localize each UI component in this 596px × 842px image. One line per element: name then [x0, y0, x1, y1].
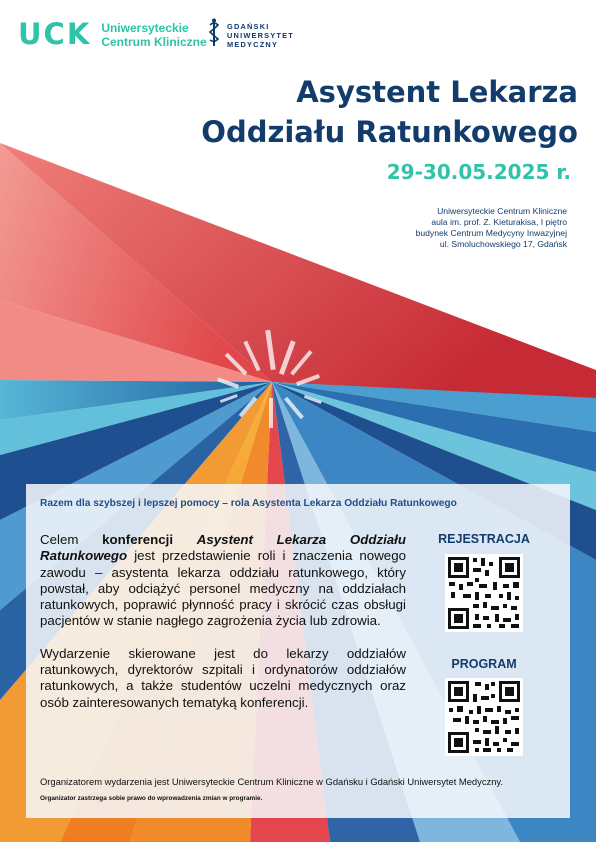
uck-name-line1: Uniwersyteckie [101, 20, 189, 35]
p1-conference-name: Asystent Lekarza Oddziału Ratunkowego [40, 532, 406, 564]
title-line1: Asystent Lekarza [296, 75, 578, 109]
organizer-note: Organizatorem wydarzenia jest Uniwersyteckie Centrum Kliniczne w Gdańsku i Gdański Uniwersytet Medyczny. [40, 776, 504, 787]
description [40, 532, 406, 727]
gumed-logo [207, 18, 294, 49]
p1-bold: konferencji [102, 532, 174, 547]
gumed-line1: GDAŃSKI [227, 22, 270, 31]
description-paragraph-1 [40, 532, 406, 630]
disclaimer: Organizator zastrzega sobie prawo do wprowadzenia zmian w programie. [40, 795, 263, 802]
title-line2: Oddziału Ratunkowego [201, 115, 578, 149]
uck-mark: UCK [18, 17, 92, 51]
venue-line3: budynek Centrum Medycyny Inwazyjnej [415, 228, 567, 238]
registration-label: REJESTRACJA [438, 532, 530, 546]
gumed-line3: MEDYCZNY [227, 40, 279, 49]
venue-line4: ul. Smoluchowskiego 17, Gdańsk [439, 239, 567, 249]
venue-line2: aula im. prof. Z. Kieturakisa, I piętro [431, 217, 567, 227]
program-label: PROGRAM [451, 657, 517, 671]
panel-heading: Razem dla szybszej i lepszej pomocy – rola Asystenta Lekarza Oddziału Ratunkowego [40, 498, 457, 509]
uck-name-line2: Centrum Kliniczne [101, 34, 207, 49]
p1-rest: jest przedstawienie roli i znaczenia nowego zawodu – asystenta lekarza oddziału ratunkowego, który powstał, aby odciążyć personel medyczny na oddziałach ratunkowych, poprawić płynność pracy i skrócić czas obsługi pacjentów w stanie nagłego zagrożenia życia lub zdrowia. [40, 548, 406, 629]
page-title [201, 72, 578, 152]
venue-line1: Uniwersyteckie Centrum Kliniczne [437, 206, 567, 216]
p1-intro: Celem [40, 532, 103, 547]
venue-address [416, 206, 567, 250]
info-panel [26, 484, 570, 818]
program-qr-code[interactable] [445, 678, 523, 756]
event-dates: 29-30.05.2025 r. [386, 160, 571, 184]
description-paragraph-2: Wydarzenie skierowane jest do lekarzy oddziałów ratunkowych, dyrektorów szpitali i ordynatorów oddziałów ratunkowych, a także studentów uczelni medycznych oraz osób zainteresowanych tematyką konferencji. [40, 645, 406, 710]
uck-logo [18, 17, 207, 51]
registration-qr-code[interactable] [445, 554, 523, 632]
caduceus-icon [207, 18, 221, 48]
gumed-line2: UNIWERSYTET [227, 31, 294, 40]
